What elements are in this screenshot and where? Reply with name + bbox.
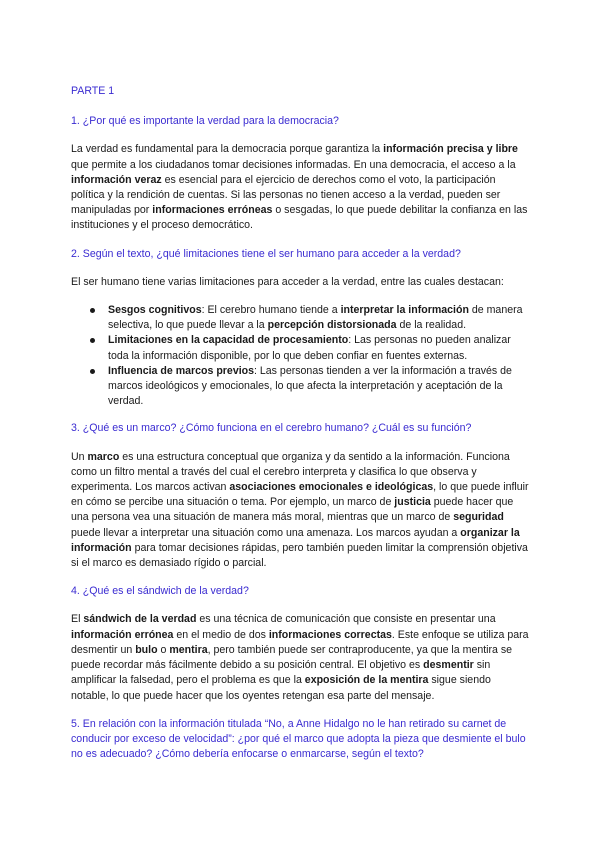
text-run: de la realidad. [396, 319, 467, 332]
bold-text-run: justicia [394, 496, 431, 509]
answer-paragraph-2 [71, 275, 530, 290]
bullet-item [71, 303, 530, 333]
bullet-dot-icon [90, 369, 95, 374]
question-heading-1: 1. ¿Por qué es importante la verdad para la democracia? [71, 115, 339, 128]
bold-text-run: percepción distorsionada [267, 319, 397, 332]
bold-text-run: sándwich de la verdad [83, 613, 197, 626]
text-run: , lo que puede influir en cómo se percibe una situación o tema. Por ejemplo, un marco de [71, 481, 529, 509]
text-run: . Este enfoque se utiliza para desmentir un [71, 628, 529, 656]
bold-text-run: desmentir [423, 659, 474, 672]
bold-text-run: Influencia de marcos previos [108, 364, 255, 377]
bold-text-run: seguridad [453, 511, 504, 524]
text-run: El ser humano tiene varias limitaciones para acceder a la verdad, entre las cuales destacan: [71, 275, 504, 288]
bold-text-run: información errónea [71, 628, 174, 641]
text-run: sin amplificar la falsedad, pero el problema es que la [71, 659, 491, 687]
answer-paragraph-3 [71, 450, 530, 572]
text-run: es esencial para el ejercicio de derechos como el voto, la participación política y la rendición de cuentas. Si las personas no tienen acceso a la verdad, pueden ser manipuladas por [71, 173, 501, 217]
question-heading-3: 3. ¿Qué es un marco? ¿Cómo funciona en el cerebro humano? ¿Cuál es su función? [71, 422, 472, 435]
part-label: PARTE 1 [71, 85, 115, 97]
bold-text-run: información precisa y libre [383, 143, 518, 156]
bold-text-run: mentira [169, 643, 208, 656]
question-heading-2: 2. Según el texto, ¿qué limitaciones tiene el ser humano para acceder a la verdad? [71, 247, 461, 260]
bold-text-run: Limitaciones en la capacidad de procesamiento [108, 334, 349, 347]
text-run: El [71, 613, 84, 626]
text-run: para tomar decisiones rápidas, pero también pueden limitar la comprensión objetiva si el marco es demasiado rígido o parcial. [71, 541, 528, 570]
question-heading-5: 5. En relación con la información titulada “No, a Anne Hidalgo no le han retirado su carnet de conducir por exceso de velocidad”: ¿por qué el marco que adopta la pieza que desmiente el bulo no es adecuado? ¿Cómo debería enfocarse o enmarcarse, según el texto? [71, 717, 526, 761]
text-run: de manera selectiva, lo que puede llevar a la [108, 304, 523, 332]
text-run: : Las personas no pueden analizar toda la información disponible, por lo que deben confiar en fuentes externas. [108, 334, 511, 362]
text-run: : El cerebro humano tiende a [201, 304, 341, 317]
bullet-item [71, 364, 530, 410]
answer-paragraph-1 [71, 142, 530, 233]
sections-container [71, 114, 530, 762]
bold-text-run: organizar la información [71, 526, 520, 554]
text-run: , pero también puede ser contraproducente, ya que la mentira se puede recordar más fácilmente debido a su posición central. El objetivo es [71, 643, 513, 672]
question-heading-4: 4. ¿Qué es el sándwich de la verdad? [71, 585, 249, 598]
text-run: Un [71, 450, 88, 463]
bold-text-run: marco [87, 450, 120, 463]
bold-text-run: Sesgos cognitivos [108, 304, 202, 317]
bold-text-run: asociaciones emocionales e ideológicas [229, 481, 434, 494]
bullet-dot-icon [90, 338, 95, 343]
bold-text-run: exposición de la mentira [304, 674, 429, 687]
bold-text-run: información veraz [71, 173, 162, 186]
text-run: es una técnica de comunicación que consiste en presentar una [196, 613, 496, 626]
text-run: o sesgadas, lo que puede debilitar la confianza en las instituciones y el proceso democrático. [71, 204, 528, 232]
bold-text-run: bulo [135, 643, 158, 656]
text-run: sigue siendo notable, lo que puede hacer que los oyentes retengan esa parte del mensaje. [71, 674, 491, 702]
text-run: puede hacer que una persona vea una situación de manera más moral, mientras que un marco de [71, 496, 514, 524]
bold-text-run: informaciones correctas [268, 628, 392, 641]
text-run: La verdad es fundamental para la democracia porque garantiza la [71, 143, 384, 156]
text-run: en el medio de dos [173, 628, 269, 641]
text-run: es una estructura conceptual que organiza y da sentido a la información. Funciona como un filtro mental a través del cual el cerebro interpreta y clasifica lo que observa y experimenta. Los marcos activan [71, 450, 510, 494]
bold-text-run: informaciones erróneas [152, 204, 273, 217]
answer-paragraph-4 [71, 612, 530, 703]
text-run: o [157, 643, 170, 656]
bold-text-run: interpretar la información [340, 304, 469, 317]
text-run: que permite a los ciudadanos tomar decisiones informadas. En una democracia, el acceso a la [71, 158, 516, 171]
bullet-dot-icon [90, 308, 95, 313]
text-run: puede llevar a interpretar una situación como una amenaza. Los marcos ayudan a [71, 526, 461, 539]
bullet-item [71, 333, 530, 363]
bullet-list [71, 303, 530, 409]
text-run: : Las personas tienden a ver la información a través de marcos ideológicos y emocionales, lo que afecta la interpretación y aceptación de la verdad. [108, 364, 512, 408]
